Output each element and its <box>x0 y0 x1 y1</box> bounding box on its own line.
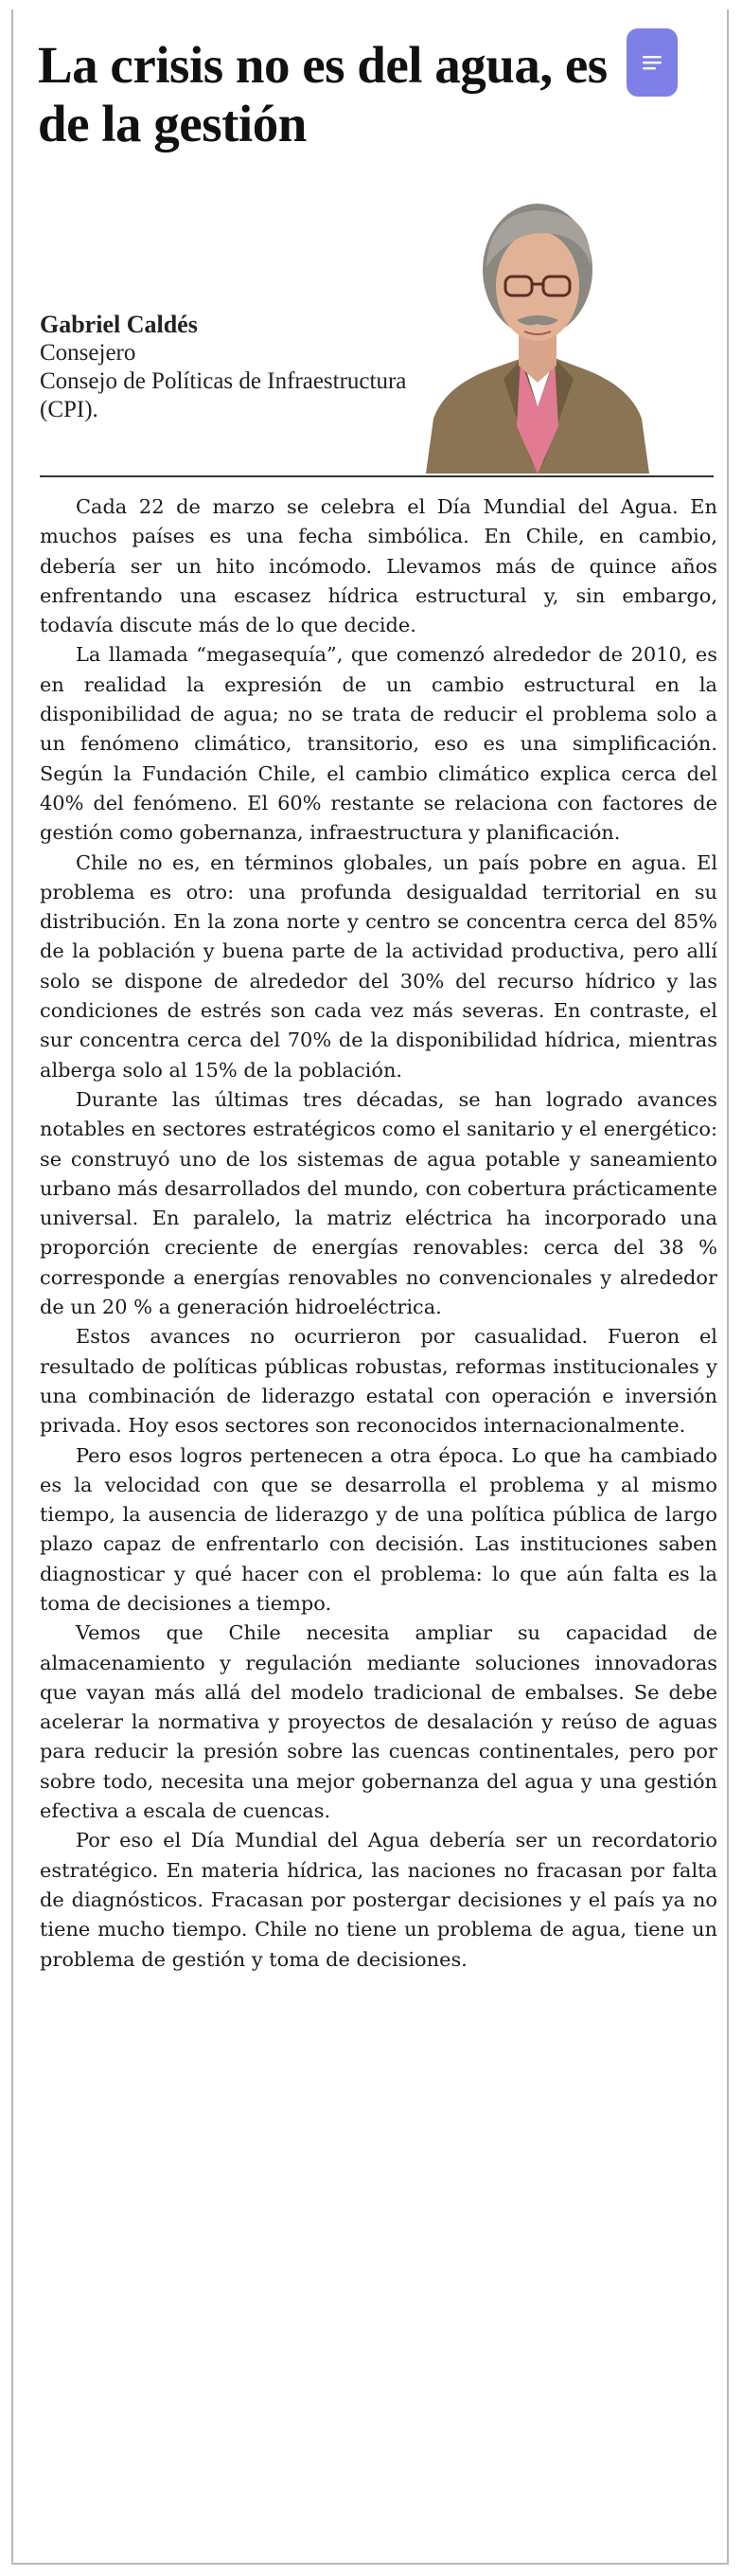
paragraph: Vemos que Chile necesita ampliar su capacidad de almacenamiento y regulación mediante soluciones innovadoras que vayan más allá del modelo tradicional de embalses. Se debe acelerar la normativa y proyectos de desalación y reúso de aguas para reducir la presión sobre las cuencas continentales, pero por sobre todo, necesita una mejor gobernanza del agua y una gestión efectiva a escala de cuencas. <box>40 1621 717 1823</box>
author-block <box>40 311 418 424</box>
author-role: Consejero <box>40 340 136 366</box>
paragraph: Chile no es, en términos globales, un país pobre en agua. El problema es otro: una profunda desigualdad territorial en su distribución. En la zona norte y centro se concentra cerca del 85% de la población y buena parte de la actividad productiva, pero allí solo se dispone de alrededor del 30% del recurso hídrico y las condiciones de estrés son cada vez más severas. En contraste, el sur concentra cerca del 70% de la disponibilidad hídrica, mientras alberga solo al 15% de la población. <box>40 850 717 1082</box>
paragraph: Por eso el Día Mundial del Agua debería ser un recordatorio estratégico. En materia hídrica, las naciones no fracasan por falta de diagnósticos. Fracasan por postergar decisiones y el país ya no tiene mucho tiempo. Chile no tiene un problema de agua, tiene un problema de gestión y toma de decisiones. <box>40 1829 717 1971</box>
paragraph: Cada 22 de marzo se celebra el Día Mundial del Agua. En muchos países es una fecha simbólica. En Chile, en cambio, debería ser un hito incómodo. Llevamos más de quince años enfrentando una escasez hídrica estructural y, sin embargo, todavía discute más de lo que decide. <box>40 495 717 637</box>
paragraph: Pero esos logros pertenecen a otra época. Lo que ha cambiado es la velocidad con que se desarrolla el problema y al mismo tiempo, la ausencia de liderazgo y de una política pública de largo plazo capaz de enfrentarlo con decisión. Las instituciones saben diagnosticar y qué hacer con el problema: lo que aún falta es la toma de decisiones a tiempo. <box>40 1443 717 1615</box>
article-headline: La crisis no es del agua, es de la gestión <box>38 36 608 152</box>
author-name: Gabriel Caldés <box>40 311 198 338</box>
article-body <box>40 492 717 1975</box>
menu-lines-icon <box>641 52 663 73</box>
author-divider <box>40 475 714 477</box>
paragraph: Estos avances no ocurrieron por casualidad. Fueron el resultado de políticas públicas robustas, reformas institucionales y una combinación de liderazgo estatal con operación e inversión privada. Hoy esos sectores son reconocidos internacionalmente. <box>40 1325 717 1438</box>
author-organization: Consejo de Políticas de Infraestructura (CPI). <box>40 368 407 422</box>
paragraph: La llamada “megasequía”, que comenzó alrededor de 2010, es en realidad la expresión de un cambio estructural en la disponibilidad de agua; no se trata de reducir el problema solo a un fenómeno climático, transitorio, eso es una simplificación. Según la Fundación Chile, el cambio climático explica cerca del 40% del fenómeno. El 60% restante se relaciona con factores de gestión como gobernanza, infraestructura y planificación. <box>40 643 717 845</box>
author-portrait <box>416 180 659 474</box>
paragraph: Durante las últimas tres décadas, se han logrado avances notables en sectores estratégicos como el sanitario y el energético: se construyó uno de los sistemas de agua potable y saneamiento urbano más desarrollados del mundo, con cobertura prácticamente universal. En paralelo, la matriz eléctrica ha incorporado una proporción creciente de energías renovables: cerca del 38 % corresponde a energías renovables no convencionales y alrededor de un 20 % a generación hidroeléctrica. <box>40 1087 717 1319</box>
menu-button[interactable] <box>627 28 678 97</box>
